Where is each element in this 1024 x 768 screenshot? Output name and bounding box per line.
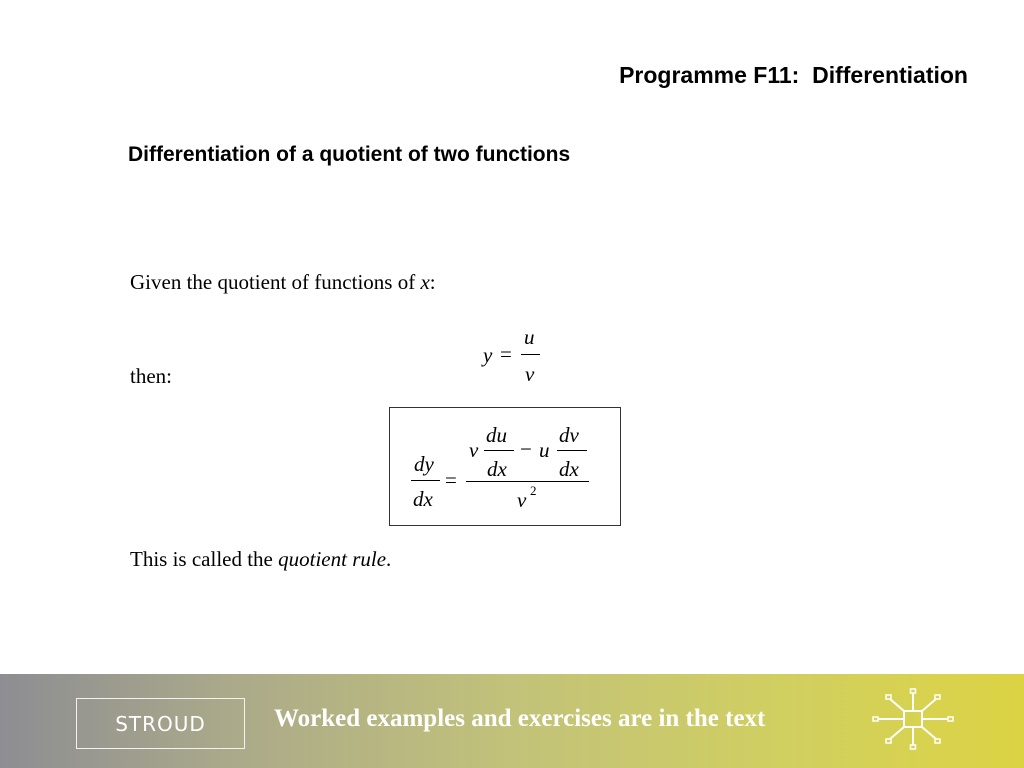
then-text: then: bbox=[130, 364, 172, 388]
eq2-u: u bbox=[539, 438, 550, 462]
eq2-dv: dv bbox=[559, 423, 579, 447]
footer-bar bbox=[0, 674, 1024, 768]
eq2-lhs-denominator: dx bbox=[413, 487, 433, 511]
eq2-main-bar bbox=[466, 481, 589, 482]
outro-suffix: . bbox=[386, 547, 392, 571]
eq2-du: du bbox=[486, 423, 507, 447]
eq1-numerator: u bbox=[524, 325, 535, 349]
eq2-equals: = bbox=[445, 468, 457, 492]
eq2-minus: − bbox=[520, 437, 532, 461]
eq1-equals: = bbox=[500, 342, 512, 366]
eq2-lhs-numerator: dy bbox=[414, 452, 434, 476]
intro-text bbox=[130, 270, 436, 295]
eq1-lhs: y bbox=[483, 343, 493, 367]
intro-colon: : bbox=[429, 270, 436, 294]
outro-term: quotient rule bbox=[278, 547, 387, 571]
intro-text-label: Given the quotient of functions of bbox=[130, 270, 421, 294]
programme-title: Programme F11: Differentiation bbox=[619, 62, 968, 88]
eq2-dx1: dx bbox=[487, 457, 507, 481]
eq2-lhs-bar bbox=[411, 480, 440, 481]
outro-prefix: This is called the bbox=[130, 547, 279, 571]
eq2-denominator-exponent: 2 bbox=[530, 483, 537, 498]
eq2-du-bar bbox=[484, 450, 514, 451]
eq2-dv-bar bbox=[557, 450, 587, 451]
network-node-icon bbox=[872, 688, 954, 752]
footer-caption: Worked examples and exercises are in the text bbox=[274, 705, 766, 732]
intro-variable: x bbox=[420, 270, 430, 294]
section-title: Differentiation of a quotient of two functions bbox=[128, 143, 571, 166]
stroud-brand-box bbox=[76, 698, 245, 749]
outro-text bbox=[130, 547, 391, 572]
stroud-brand: STROUD bbox=[115, 711, 206, 736]
eq1-denominator: v bbox=[525, 362, 535, 386]
eq2-dx2: dx bbox=[559, 457, 579, 481]
eq2-v: v bbox=[469, 438, 479, 462]
eq1-fraction-bar bbox=[521, 354, 540, 355]
eq2-denominator-base: v bbox=[517, 488, 527, 512]
